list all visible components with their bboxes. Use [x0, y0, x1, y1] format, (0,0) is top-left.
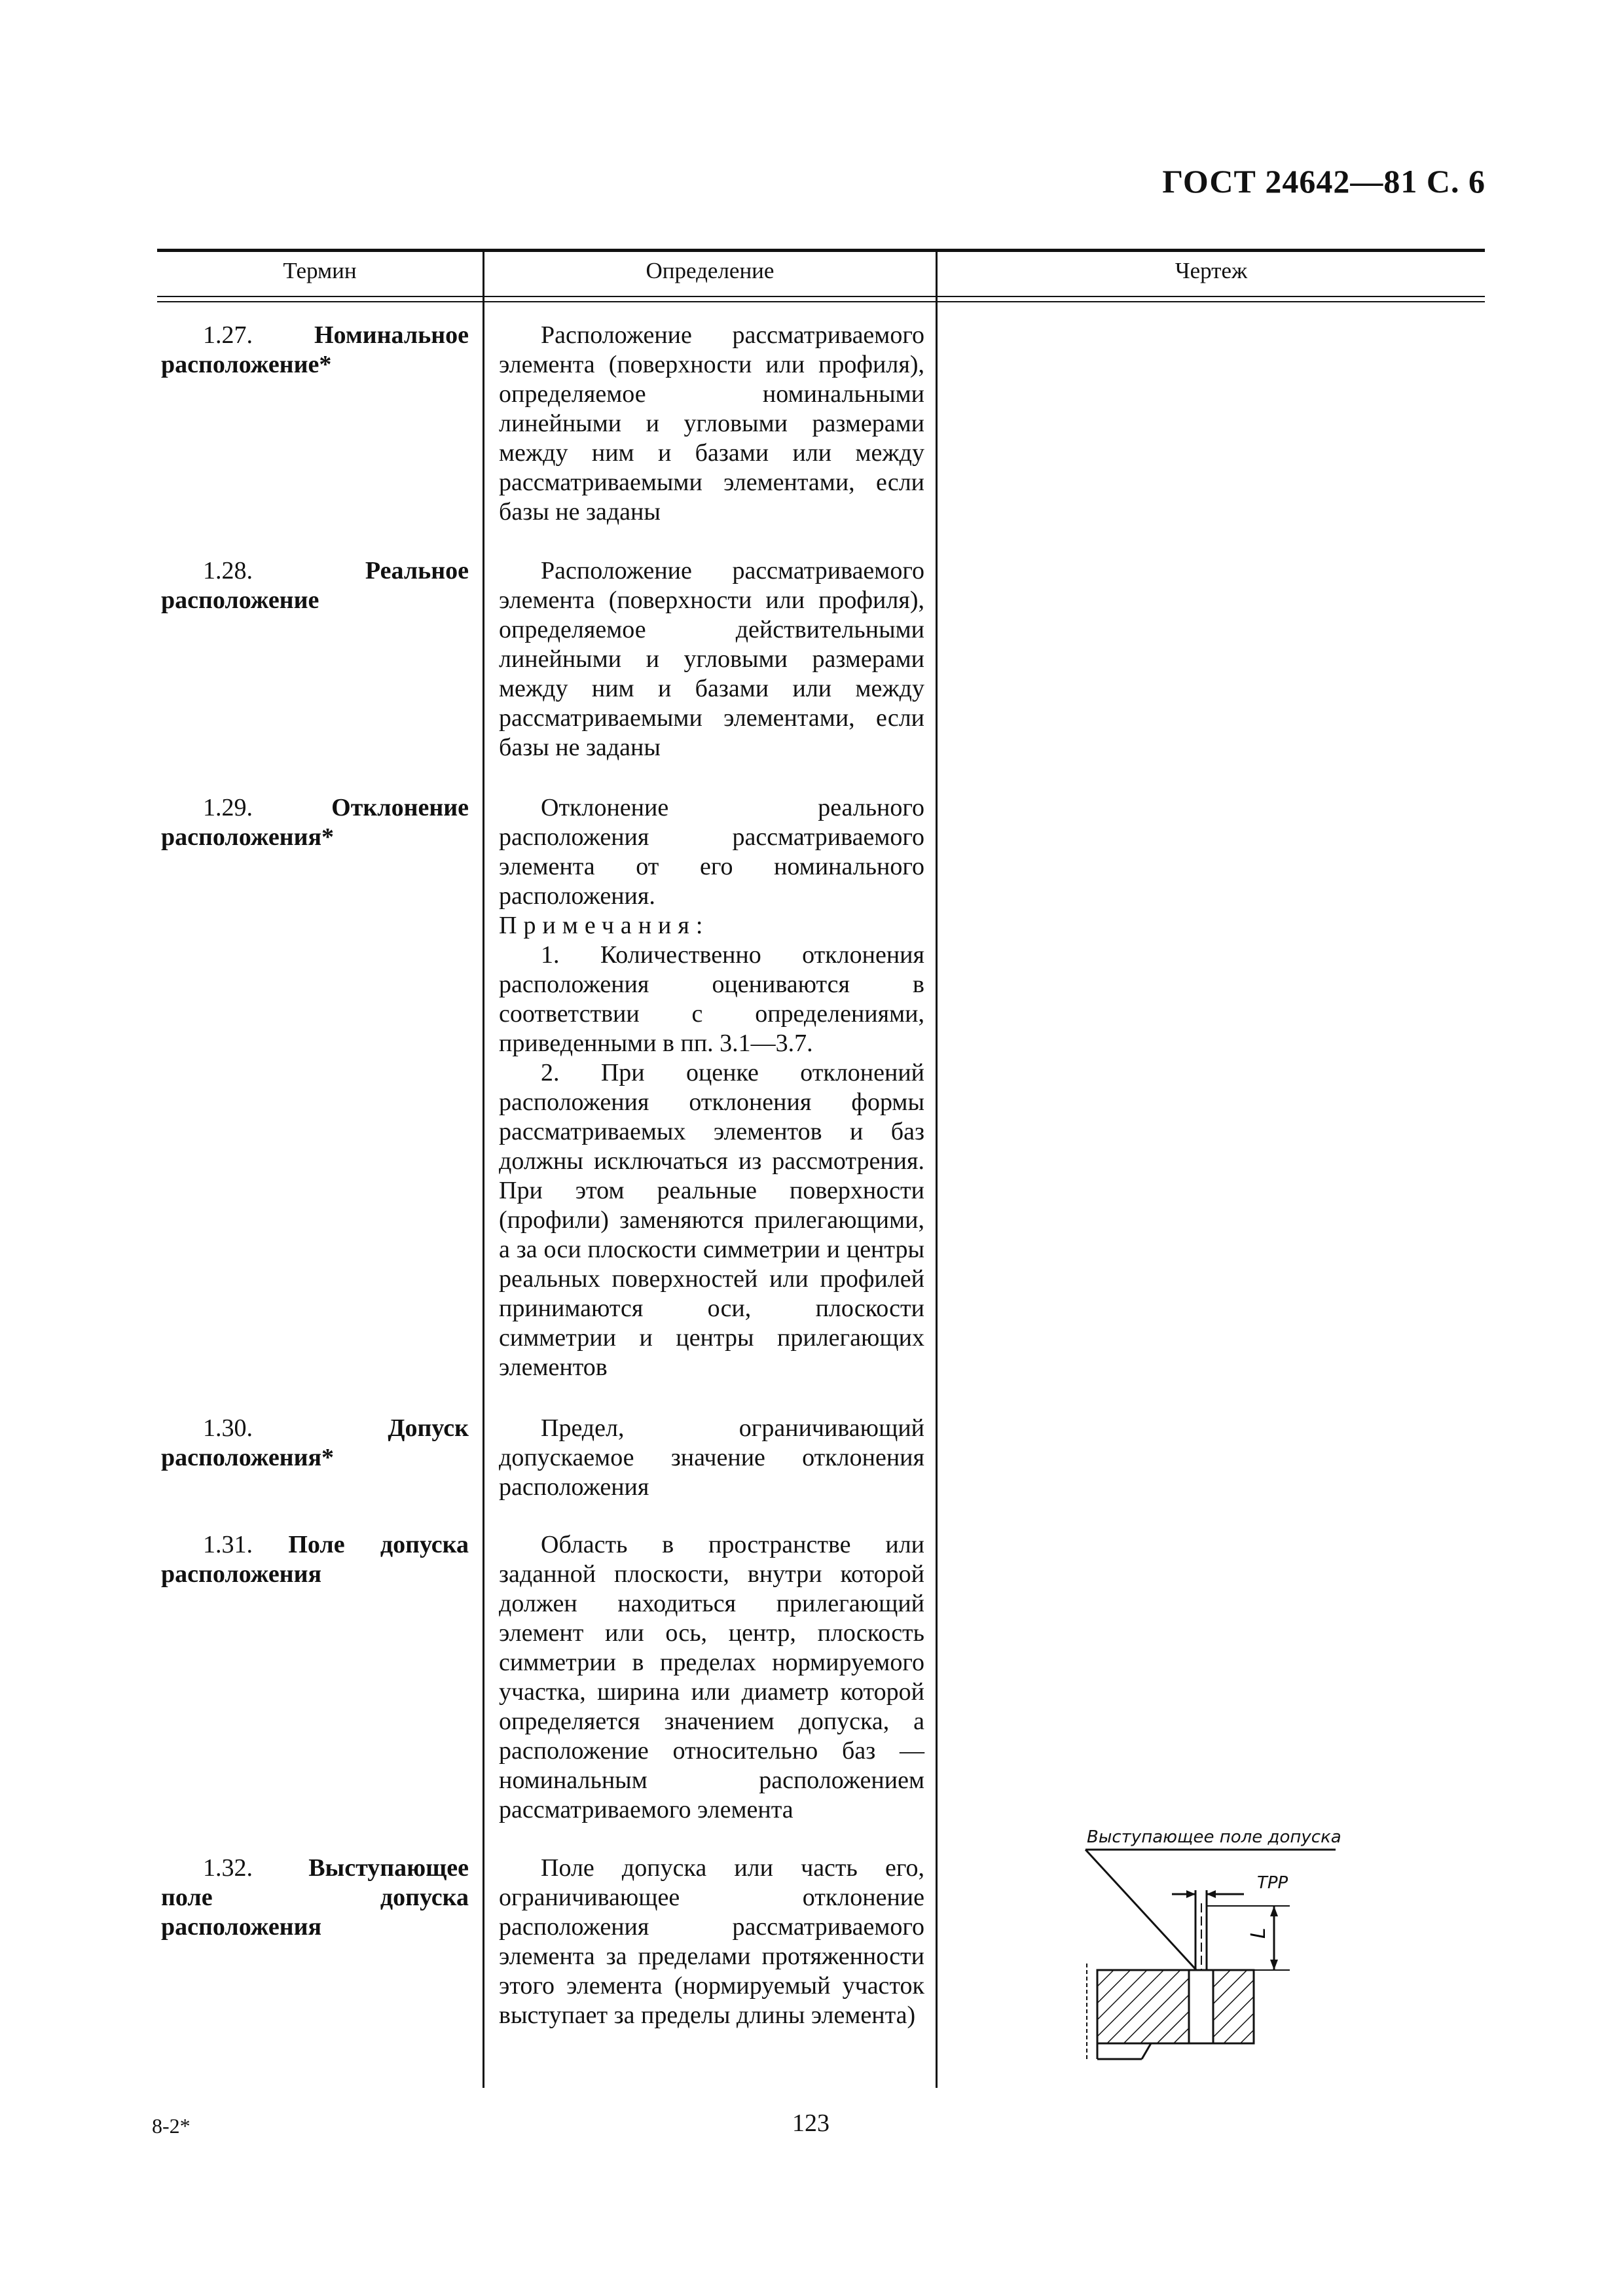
note-1: 1. Количественно отклонения расположения оцениваются в соответствии с определениями, приведенными в пп. 3.1—3.7. [499, 941, 924, 1057]
notes-heading: Примечания: [499, 912, 710, 939]
term-number: 1.32. [203, 1854, 253, 1882]
term-name: Поле допуска расположения [161, 1531, 469, 1588]
page-number: 123 [792, 2109, 830, 2137]
term-1-31 [161, 1530, 469, 1589]
definition-1-27 [499, 321, 924, 527]
definition-text: Область в пространстве или заданной плоскости, внутри которой должен находиться прилегающий элемент или ось, центр, плоскость симметрии в пределах нормируемого участка, ширина или диаметр которой определяется значением допуска, а расположение относительно баз — номинальным расположением рассматриваемого элемента [499, 1531, 924, 1823]
term-1-30 [161, 1414, 469, 1473]
term-number: 1.30. [203, 1414, 253, 1442]
definition-text: Поле допуска или часть его, ограничивающее отклонение расположения рассматриваемого элемента за пределами протяженности этого элемента (нормируемый участок выступает за пределы длины элемента) [499, 1854, 924, 2029]
hole [1189, 1970, 1213, 2043]
column-divider-2 [936, 249, 938, 2088]
table-top-rule [157, 249, 1485, 252]
part-right [1213, 1970, 1254, 2043]
definition-1-30 [499, 1414, 924, 1502]
term-number: 1.27. [203, 321, 253, 349]
term-number: 1.31. [203, 1531, 253, 1558]
part-left [1097, 1970, 1189, 2043]
dim-arrowhead-top [1270, 1906, 1278, 1916]
definition-text: Расположение рассматриваемого элемента (поверхности или профиля), определяемое действительными линейными и угловыми размерами между ним и базами или между рассматриваемыми элементами, если базы не заданы [499, 557, 924, 761]
column-header-drawing: Чертеж [1175, 258, 1248, 283]
term-name: Выступающее поле допуска расположения [161, 1854, 469, 1941]
definition-1-29 [499, 793, 924, 1382]
header-rule-2 [157, 301, 1485, 302]
definition-1-28 [499, 556, 924, 762]
drawing-tolerance-label: TPP [1257, 1873, 1288, 1893]
dim-label-L: L [1247, 1928, 1270, 1939]
column-header-definition: Определение [646, 258, 775, 283]
term-1-28 [161, 556, 469, 615]
column-header-term: Термин [283, 258, 357, 283]
term-1-32 [161, 1854, 469, 1942]
tol-arrowhead-right [1207, 1890, 1216, 1898]
leader-line [1085, 1850, 1199, 1973]
header-rule-1 [157, 296, 1485, 297]
column-divider-1 [483, 249, 484, 2088]
term-1-27 [161, 321, 469, 380]
term-number: 1.29. [203, 794, 253, 821]
definition-text: Отклонение реального расположения рассматриваемого элемента от его номинального расположения. [499, 794, 924, 910]
definition-text: Расположение рассматриваемого элемента (поверхности или профиля), определяемое номинальными линейными и угловыми размерами между ним и базами или между рассматриваемыми элементами, если базы не заданы [499, 321, 924, 526]
term-1-29 [161, 793, 469, 852]
definition-text: Предел, ограничивающий допускаемое значение отклонения расположения [499, 1414, 924, 1501]
definition-1-31 [499, 1530, 924, 1825]
drawing-caption: Выступающее поле допуска [1087, 1827, 1341, 1847]
term-number: 1.28. [203, 557, 253, 584]
definition-1-32 [499, 1854, 924, 2030]
term-name: Отклонение расположения* [161, 794, 469, 851]
footer-note: 8-2* [152, 2114, 191, 2138]
dim-arrowhead-bottom [1270, 1960, 1278, 1970]
note-2: 2. При оценке отклонений расположения отклонения формы рассматриваемых элементов и баз должны исключаться из рассмотрения. При этом реальные поверхности (профили) заменяются прилегающими, а за оси плоскости симметрии и центры реальных поверхностей или профилей принимаются оси, плоскости симметрии и центры прилегающих элементов [499, 1059, 924, 1381]
projected-tolerance-zone-drawing [1074, 1826, 1349, 2088]
term-name: Допуск расположения* [161, 1414, 469, 1471]
term-name: Реальное расположение [161, 557, 469, 614]
page-header-title: ГОСТ 24642—81 С. 6 [1162, 163, 1486, 200]
term-name: Номинальное расположение* [161, 321, 469, 378]
tol-arrowhead-left [1186, 1890, 1195, 1898]
